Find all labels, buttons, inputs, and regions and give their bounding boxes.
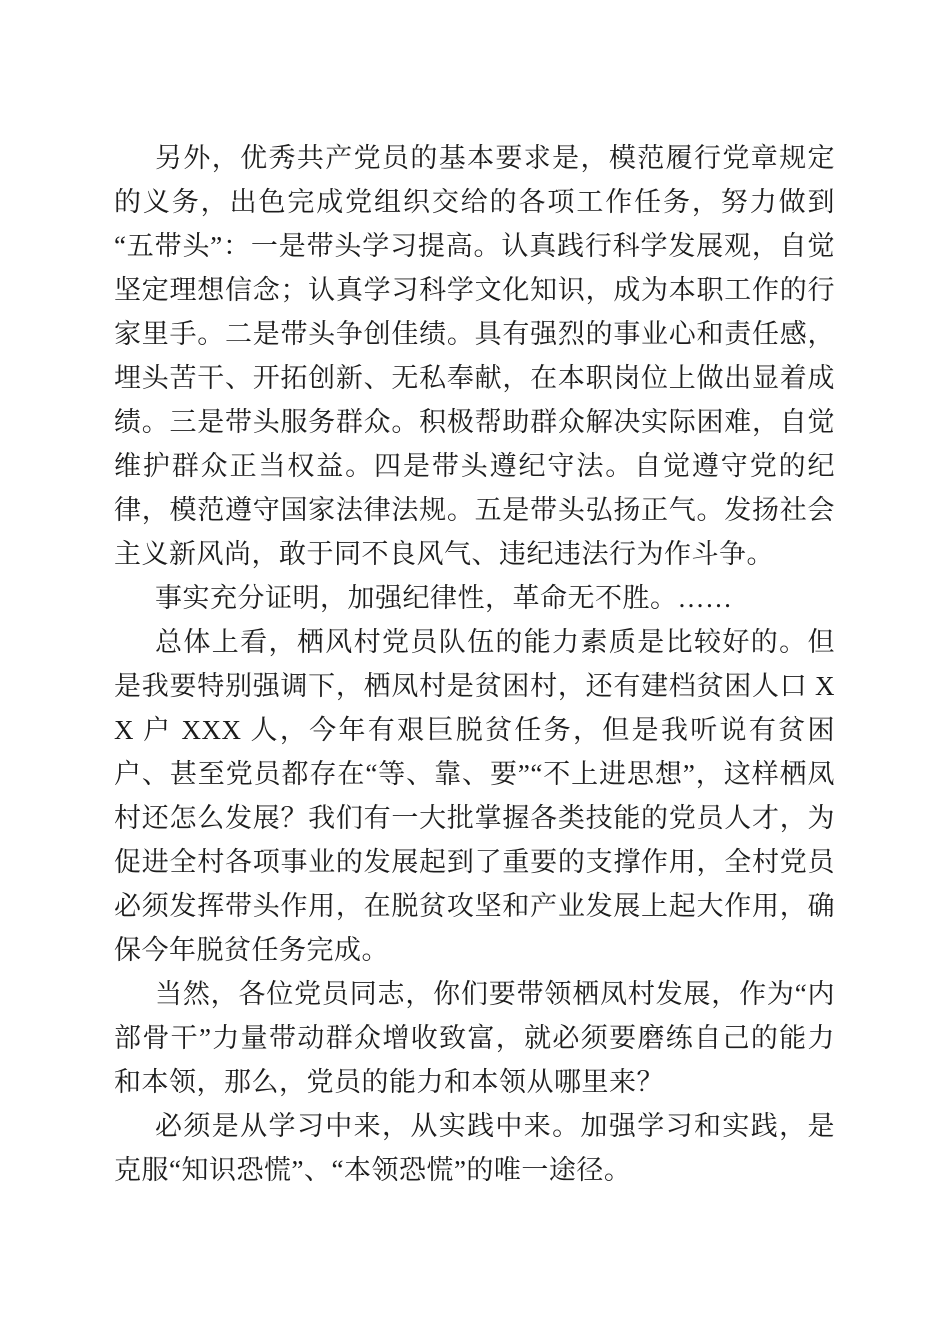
paragraph-learning-practice: 必须是从学习中来，从实践中来。加强学习和实践，是克服“知识恐慌”、“本领恐慌”的唯一途径。 — [114, 1111, 835, 1185]
paragraph-five-leads: 另外，优秀共产党员的基本要求是，模范履行党章规定的义务，出色完成党组织交给的各项工作任务，努力做到“五带头”：一是带头学习提高。认真践行科学发展观，自觉坚定理想信念；认真学习科学文化知识，成为本职工作的行家里手。二是带头争创佳绩。具有强烈的事业心和责任感，埋头苦干、开拓创新、无私奉献，在本职岗位上做出显着成绩。三是带头服务群众。积极帮助群众解决实际困难，自觉维护群众正当权益。四是带头遵纪守法。自觉遵守党的纪律，模范遵守国家法律法规。五是带头弘扬正气。发扬社会主义新风尚，敢于同不良风气、违纪违法行为作斗争。 — [114, 143, 835, 569]
paragraph-discipline: 事实充分证明，加强纪律性，革命无不胜。…… — [155, 583, 733, 613]
paragraph-member-duty: 当然，各位党员同志，你们要带领栖凤村发展，作为“内部骨干”力量带动群众增收致富，就必须要磨练自己的能力和本领，那么，党员的能力和本领从哪里来？ — [114, 979, 835, 1097]
paragraph-village-assessment: 总体上看，栖风村党员队伍的能力素质是比较好的。但是我要特别强调下，栖凤村是贫困村，还有建档贫困人口 XX 户 XXX 人，今年有艰巨脱贫任务，但是我听说有贫困户、甚至党员都存在“等、靠、要”“不上进思想”，这样栖凤村还怎么发展？我们有一大批掌握各类技能的党员人才，为促进全村各项事业的发展起到了重要的支撑作用，全村党员必须发挥带头作用，在脱贫攻坚和产业发展上起大作用，确保今年脱贫任务完成。 — [114, 627, 835, 965]
